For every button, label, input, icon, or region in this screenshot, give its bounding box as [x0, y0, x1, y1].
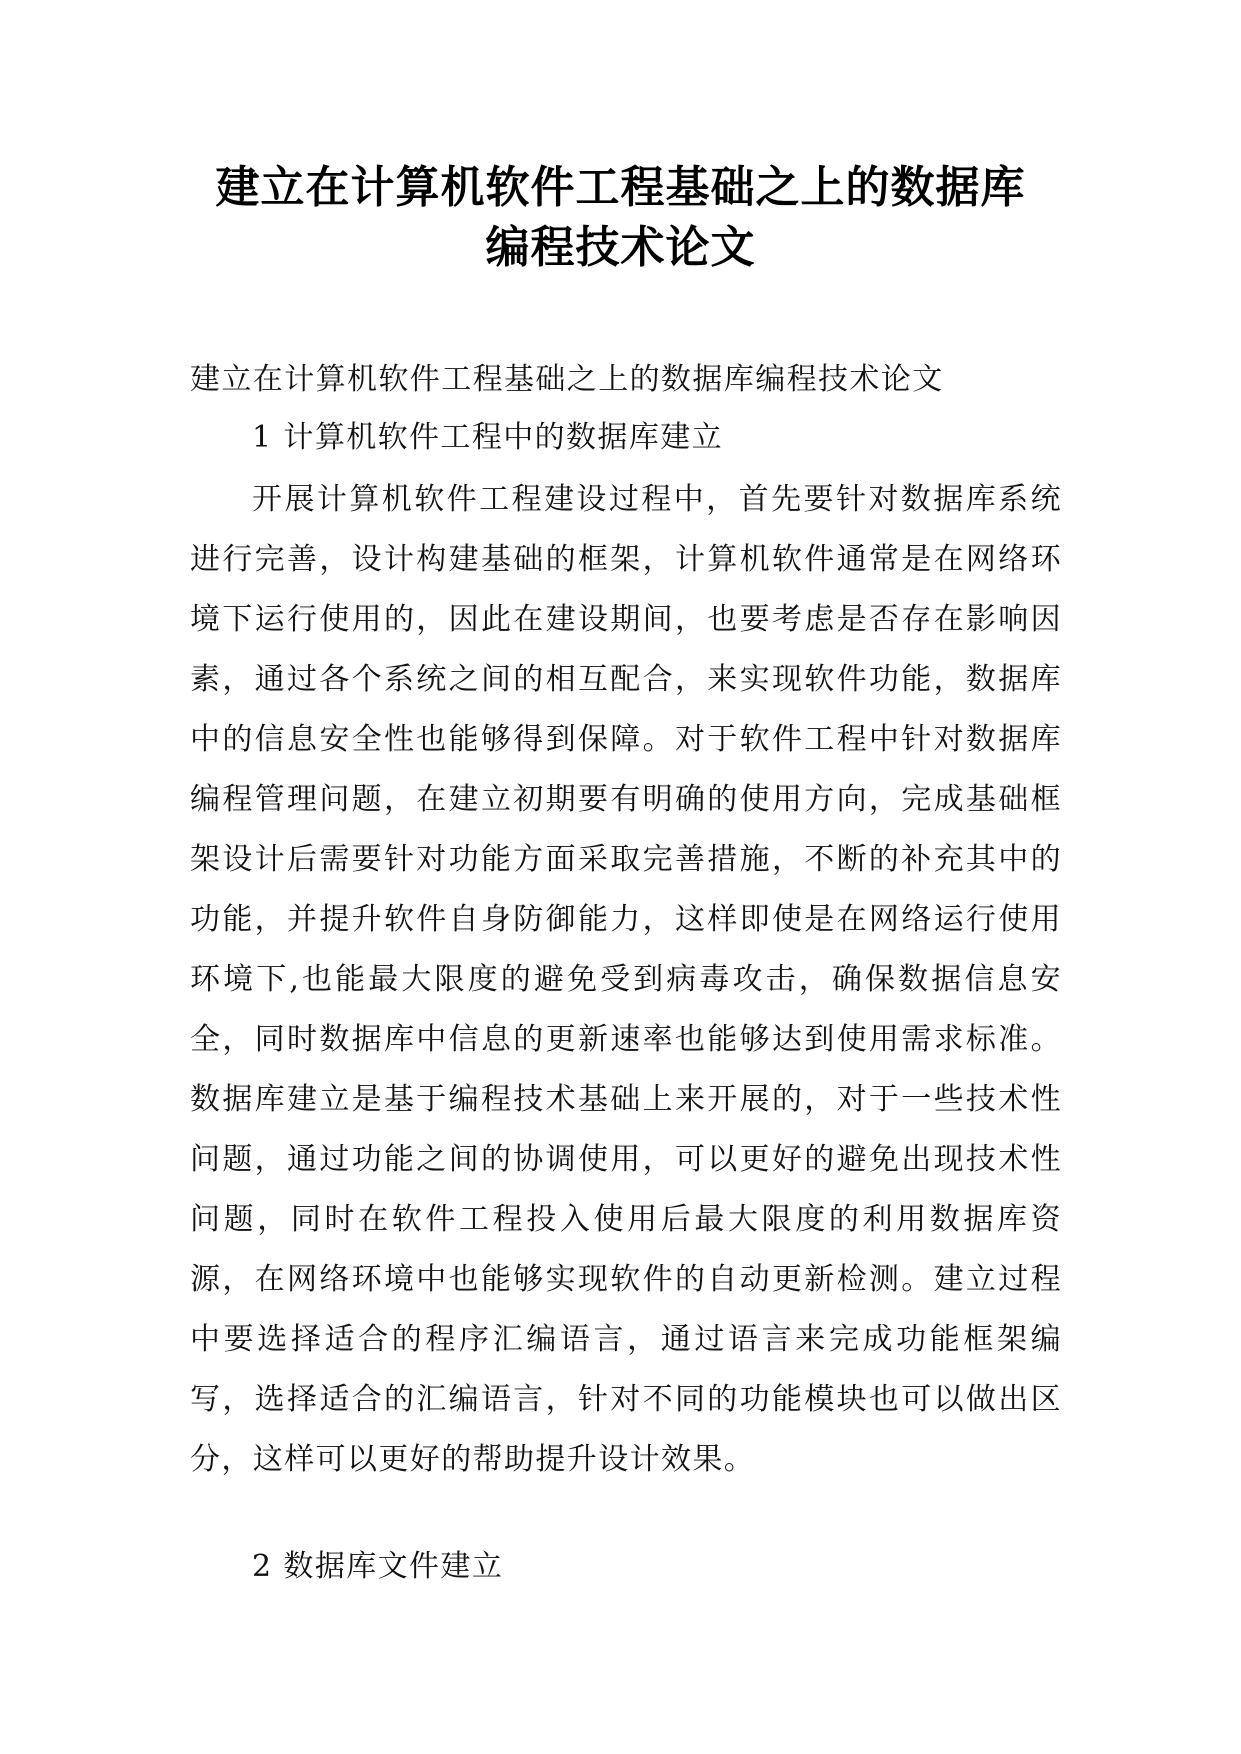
- section-heading-1: 1 计算机软件工程中的数据库建立: [252, 420, 724, 455]
- document-subtitle: 建立在计算机软件工程基础之上的数据库编程技术论文: [190, 362, 944, 397]
- document-title-line-2: 编程技术论文: [485, 222, 756, 273]
- section-paragraph-1: 开展计算机软件工程建设过程中，首先要针对数据库系统进行完善，设计构建基础的框架，计算机软件通常是在网络环境下运行使用的，因此在建设期间，也要考虑是否存在影响因素，通过各个系统之间的相互配合，来实现软件功能，数据库中的信息安全性也能够得到保障。对于软件工程中针对数据库编程管理问题，在建立初期要有明确的使用方向，完成基础框架设计后需要针对功能方面采取完善措施，不断的补充其中的功能，并提升软件自身防御能力，这样即使是在网络运行使用环境下,也能最大限度的避免受到病毒攻击，确保数据信息安全，同时数据库中信息的更新速率也能够达到使用需求标准。数据库建立是基于编程技术基础上来开展的，对于一些技术性问题，通过功能之间的协调使用，可以更好的避免出现技术性问题，同时在软件工程投入使用后最大限度的利用数据库资源，在网络环境中也能够实现软件的自动更新检测。建立过程中要选择适合的程序汇编语言，通过语言来完成功能框架编写，选择适合的汇编语言，针对不同的功能模块也可以做出区分，这样可以更好的帮助提升设计效果。: [190, 482, 1062, 1477]
- document-title-line-1: 建立在计算机软件工程基础之上的数据库: [215, 162, 1026, 213]
- section-heading-2: 2 数据库文件建立: [252, 1549, 504, 1584]
